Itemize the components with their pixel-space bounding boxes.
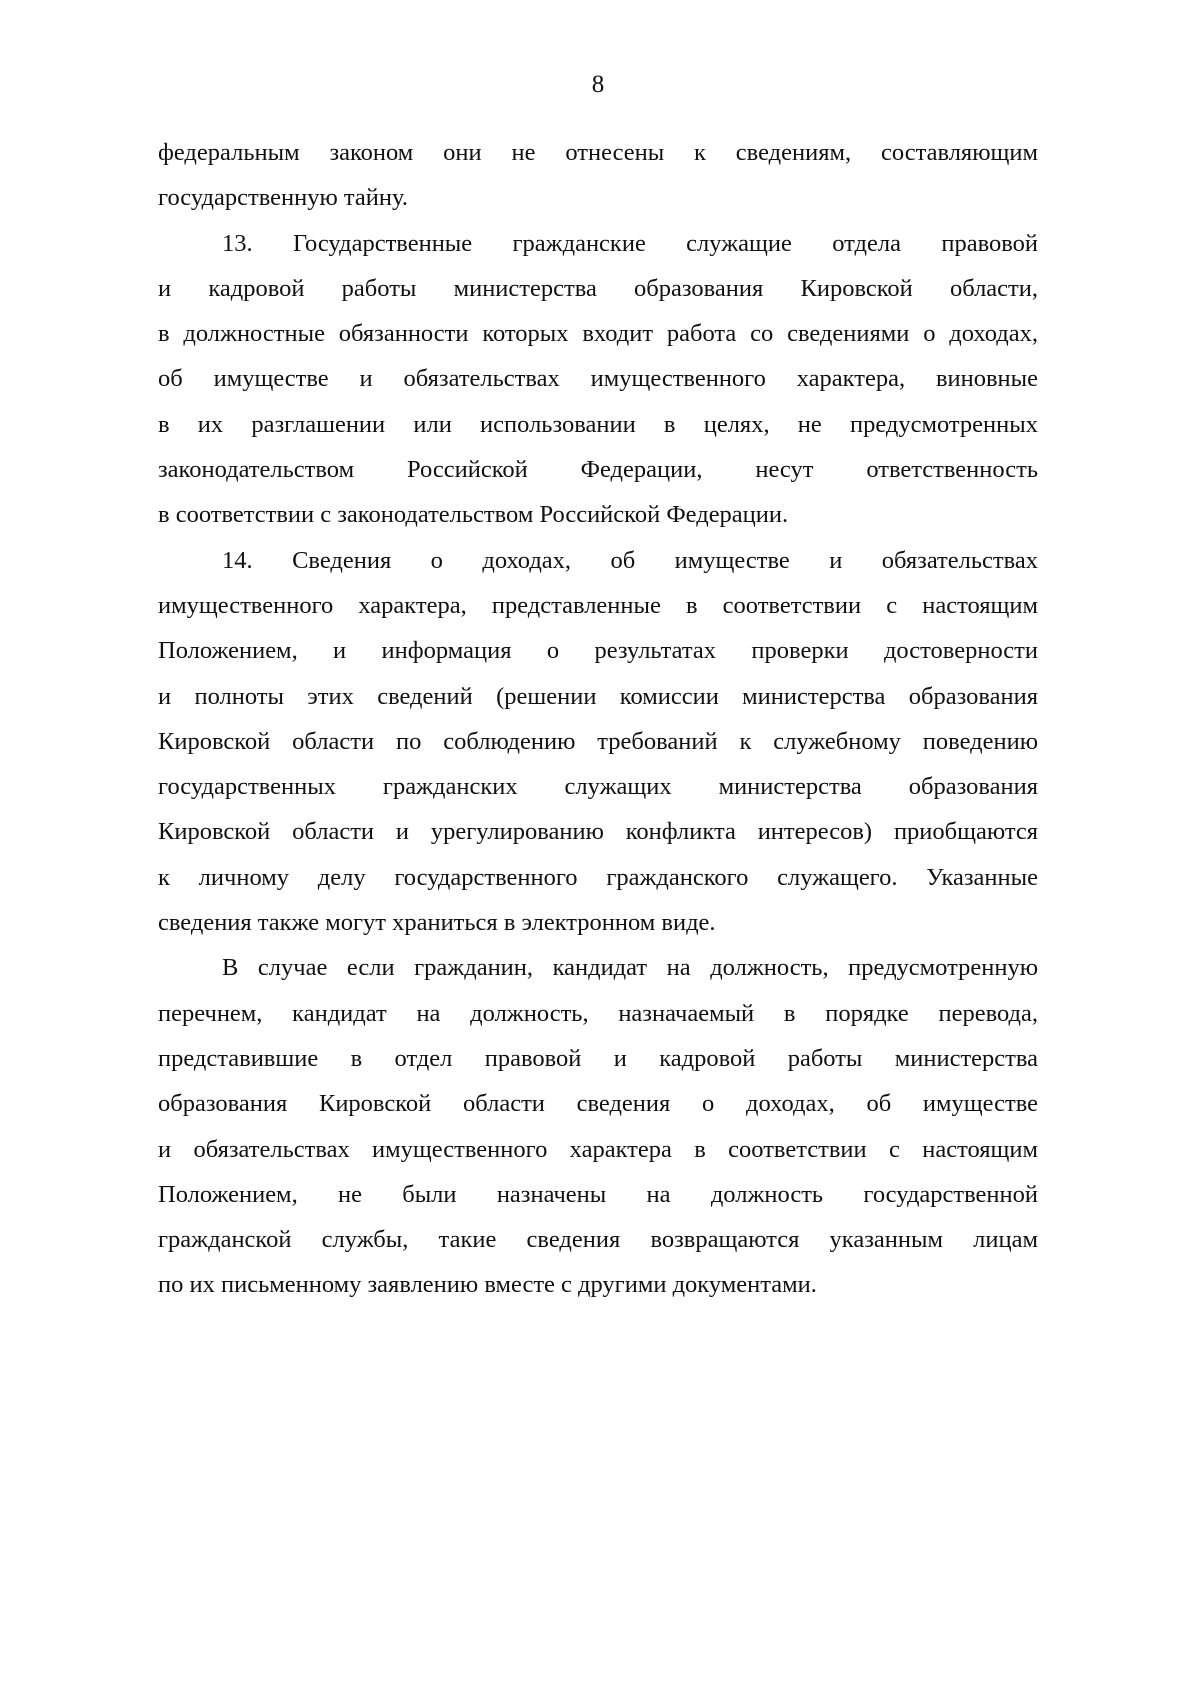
text-line: сведения также могут храниться в электронном виде. bbox=[158, 909, 716, 937]
text-line: 14. Сведения о доходах, об имуществе и обязательствах bbox=[222, 546, 1038, 574]
text-line: Кировской области и урегулированию конфликта интересов) приобщаются bbox=[158, 818, 1038, 846]
text-line: перечнем, кандидат на должность, назначаемый в порядке перевода, bbox=[158, 999, 1038, 1027]
text-line: в соответствии с законодательством Российской Федерации. bbox=[158, 501, 789, 529]
document-body bbox=[158, 130, 1038, 1308]
text-line: представившие в отдел правовой и кадровой работы министерства bbox=[158, 1044, 1038, 1072]
text-line: и обязательствах имущественного характера в соответствии с настоящим bbox=[158, 1135, 1038, 1163]
text-line: образования Кировской области сведения о доходах, об имуществе bbox=[158, 1090, 1038, 1118]
text-line: законодательством Российской Федерации, несут ответственность bbox=[158, 456, 1038, 484]
text-line: государственную тайну. bbox=[158, 184, 408, 212]
text-line: имущественного характера, представленные в соответствии с настоящим bbox=[158, 591, 1038, 619]
text-line: в их разглашении или использовании в целях, не предусмотренных bbox=[158, 410, 1038, 438]
text-line: В случае если гражданин, кандидат на должность, предусмотренную bbox=[222, 954, 1038, 982]
text-line: Положением, не были назначены на должность государственной bbox=[158, 1180, 1038, 1208]
text-line: гражданской службы, такие сведения возвращаются указанным лицам bbox=[158, 1226, 1038, 1254]
text-line: Кировской области по соблюдению требований к служебному поведению bbox=[158, 727, 1038, 755]
text-line: государственных гражданских служащих министерства образования bbox=[158, 773, 1038, 801]
text-line: и кадровой работы министерства образования Кировской области, bbox=[158, 274, 1038, 302]
text-line: по их письменному заявлению вместе с другими документами. bbox=[158, 1271, 817, 1299]
text-line: к личному делу государственного гражданского служащего. Указанные bbox=[158, 863, 1038, 891]
text-line: в должностные обязанности которых входит работа со сведениями о доходах, bbox=[158, 320, 1038, 348]
text-line: 13. Государственные гражданские служащие отдела правовой bbox=[222, 229, 1038, 257]
text-line: федеральным законом они не отнесены к сведениям, составляющим bbox=[158, 139, 1038, 166]
text-line: и полноты этих сведений (решении комиссии министерства образования bbox=[158, 682, 1038, 710]
text-line: Положением, и информация о результатах проверки достоверности bbox=[158, 637, 1038, 665]
text-line: об имуществе и обязательствах имущественного характера, виновные bbox=[158, 365, 1038, 393]
page-number: 8 bbox=[591, 71, 605, 98]
